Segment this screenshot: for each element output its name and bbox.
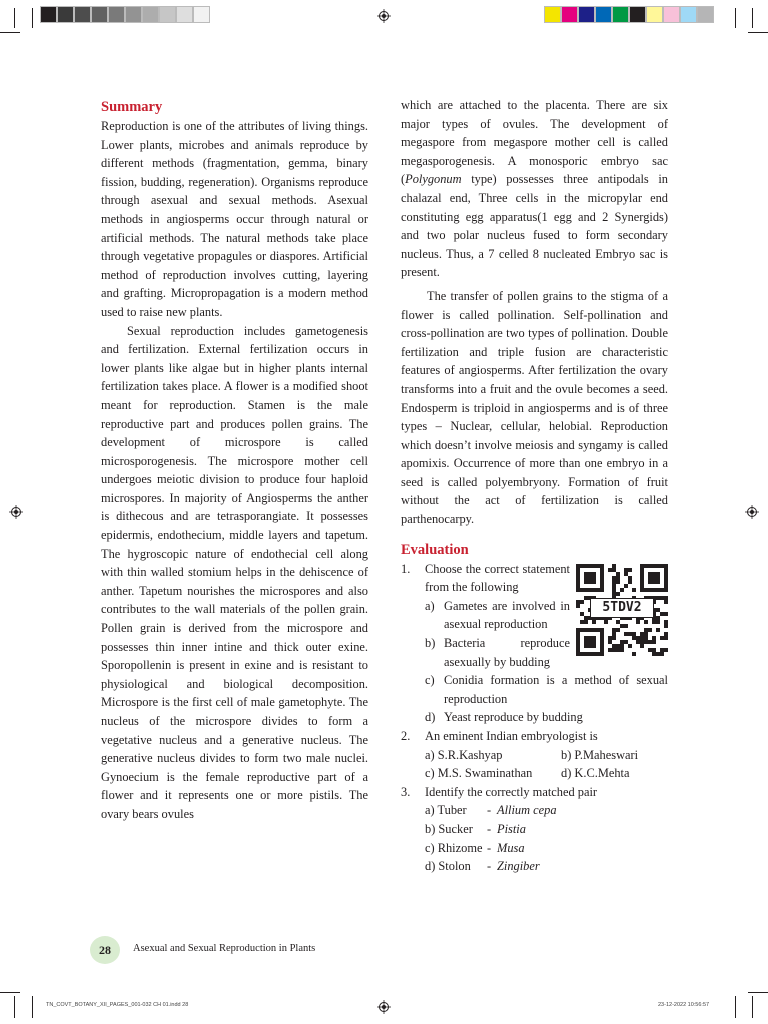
paragraph-text: type) possesses three antipodals in chalazal end, Three cells in the micropylar end constituting egg apparatus(1 egg and 2 Synergids) and two polar nucleus fused to form secondary nucleus. Thus, a 7 celled 8 nucleated Embryo sac is present. <box>401 172 668 280</box>
question-text: An eminent Indian embryologist is <box>425 729 598 743</box>
running-title: Asexual and Sexual Reproduction in Plants <box>133 943 316 954</box>
paragraph-italic-term: Polygonum <box>405 172 462 187</box>
pair-left: c) Rhizome <box>425 840 483 855</box>
color-swatch <box>595 6 612 23</box>
color-swatch <box>142 6 159 23</box>
pair-dash: - <box>487 803 492 818</box>
answer-option: b) P.Maheswari <box>561 747 639 762</box>
answer-option: c) M.S. Swaminathan <box>425 766 533 781</box>
answer-option <box>401 634 570 671</box>
qr-code-label: 5TDV2 <box>590 598 654 618</box>
summary-paragraph: Reproduction is one of the attributes of living things. Lower plants, microbes and animals reproduce by different methods (fragmentation, gemma, binary fission, budding, regeneration). Organisms reproduce through asexual and sexual methods. Asexual methods in angiosperms occur through natural or artificial methods. The natural methods take place through vegetative propagules or diaspores. Artificial method of reproduction involves cutting, layering and grafting. Micropropagation is a modern method used to raise new plants. <box>101 119 368 319</box>
pair-right: Allium cepa <box>497 803 557 818</box>
crop-mark <box>14 8 15 28</box>
answer-option: a) S.R.Kashyap <box>425 747 503 762</box>
crop-mark <box>748 992 768 993</box>
option-label: c) <box>425 673 435 688</box>
crop-mark <box>752 996 753 1018</box>
evaluation-heading: Evaluation <box>401 541 469 558</box>
answer-option <box>401 597 570 634</box>
summary-heading: Summary <box>101 99 163 115</box>
pair-left: d) Stolon <box>425 859 471 874</box>
option-label: b) <box>425 636 436 651</box>
match-pair <box>401 839 668 858</box>
match-pair <box>401 820 668 839</box>
match-pair <box>401 801 668 820</box>
grayscale-color-bar <box>40 6 210 23</box>
question-3 <box>401 783 668 802</box>
summary-paragraph <box>401 96 668 282</box>
color-swatch <box>193 6 210 23</box>
color-swatch <box>629 6 646 23</box>
pair-right: Musa <box>497 840 525 855</box>
pair-dash: - <box>487 840 492 855</box>
option-text: Conidia formation is a method of sexual reproduction <box>444 673 668 706</box>
color-swatch <box>57 6 74 23</box>
summary-paragraph: Sexual reproduction includes gametogenesis and fertilization. External fertilization occurs in lower plants like algae but in higher plants internal fertilization takes place. A flower is a modified shoot meant for reproduction. Stamen is the male reproductive part and produces pollen grains. The development of microspore is called microsporogenesis. The microspore mother cell undergoes meiotic division to produce four haploid microspores. In majority of Angiosperms the anther is dithecous and are tetrasporangiate. It possesses epidermis, endothecium, middle layers and tapetum. The hygroscopic nature of endothecial cell along with thin walled stomium helps in the dehiscence of anther. Tapetum nourishes the microspores and also contributes to the wall materials of the pollen grain. Pollen grain is derived from the microspore and possesses thin inner intine and thick outer exine. Sporopollenin is present in exine and is resistant to physiological and biological decomposition. Microspore is the first cell of male gametophyte. The nucleus of the microspore divides to form a vegetative nucleus and a generative nucleus. The generative nucleus divides to form two male nuclei. Gynoecium is the female reproductive part of a flower and it represents one or more pistils. The ovary bears ovules <box>101 323 368 821</box>
question-1 <box>401 560 570 597</box>
crop-mark <box>735 8 736 28</box>
registration-mark-icon <box>377 1000 391 1014</box>
qr-code[interactable] <box>576 564 668 656</box>
option-text: Bacteria reproduce asexually by budding <box>444 636 570 669</box>
question-text: Identify the correctly matched pair <box>425 784 598 799</box>
crop-mark <box>32 996 33 1018</box>
pair-right: Pistia <box>497 821 526 836</box>
color-swatch <box>74 6 91 23</box>
crop-mark <box>748 32 768 33</box>
pair-right: Zingiber <box>497 859 540 874</box>
answer-option <box>401 671 668 708</box>
page-number: 28 <box>90 936 120 964</box>
option-label: a) <box>425 598 435 613</box>
color-swatch <box>125 6 142 23</box>
color-swatch <box>578 6 595 23</box>
color-swatch <box>663 6 680 23</box>
color-swatch <box>108 6 125 23</box>
crop-mark <box>14 996 15 1018</box>
option-text: Yeast reproduce by budding <box>444 710 583 725</box>
pair-left: b) Sucker <box>425 821 473 836</box>
crop-mark <box>0 992 20 993</box>
color-swatch <box>561 6 578 23</box>
crop-mark <box>735 996 736 1018</box>
match-pair <box>401 857 668 876</box>
pair-dash: - <box>487 859 492 874</box>
right-column <box>401 96 668 876</box>
left-column <box>101 98 368 824</box>
color-swatch <box>544 6 561 23</box>
summary-paragraph: The transfer of pollen grains to the stigma of a flower is called pollination. Self-pollination and cross-pollination are two types of pollination. Double fertilization and triple fusion are characteristic features of angiosperms. After fertilization the ovary transforms into a fruit and the ovule becomes a seed. Endosperm is triploid in angiosperms and is of three types – Nuclear, cellular, helobial. Reproduction which doesn’t involve meiosis and syngamy is called apomixis. Occurrence of more than one embryo in a seed is called polyembryony. Formation of fruit without the act of fertilization is called parthenocarpy. <box>401 288 668 527</box>
question-2 <box>401 727 668 746</box>
answer-option: d) K.C.Mehta <box>561 766 630 781</box>
color-swatch <box>612 6 629 23</box>
crop-mark <box>32 8 33 28</box>
timestamp-slug: 23-12-2022 10:56:57 <box>658 1002 710 1008</box>
color-swatch <box>91 6 108 23</box>
color-swatch <box>40 6 57 23</box>
color-swatch <box>646 6 663 23</box>
color-swatch <box>159 6 176 23</box>
color-swatch <box>680 6 697 23</box>
answer-option <box>401 708 668 727</box>
pair-dash: - <box>487 821 492 836</box>
registration-mark-icon <box>377 9 391 23</box>
file-slug: TN_COVT_BOTANY_XII_PAGES_001-032 CH 01.indd 28 <box>46 1002 189 1008</box>
question-number: 3. <box>401 784 411 799</box>
paragraph-text: which are attached to the placenta. There are six major types of ovules. The development of megaspore from megaspore mother cell is called megasporogenesis. A monosporic embryo sac ( <box>401 98 668 187</box>
color-swatch <box>176 6 193 23</box>
option-text: Gametes are involved in asexual reproduction <box>444 598 570 632</box>
process-color-bar <box>544 6 714 23</box>
answer-options <box>401 746 668 783</box>
question-number: 1. <box>401 561 411 576</box>
question-number: 2. <box>401 729 411 743</box>
pair-left: a) Tuber <box>425 803 467 818</box>
crop-mark <box>752 8 753 28</box>
registration-mark-icon <box>745 505 759 519</box>
option-label: d) <box>425 710 436 725</box>
registration-mark-icon <box>9 505 23 519</box>
question-text: Choose the correct statement from the following <box>425 561 570 595</box>
color-swatch <box>697 6 714 23</box>
crop-mark <box>0 32 20 33</box>
